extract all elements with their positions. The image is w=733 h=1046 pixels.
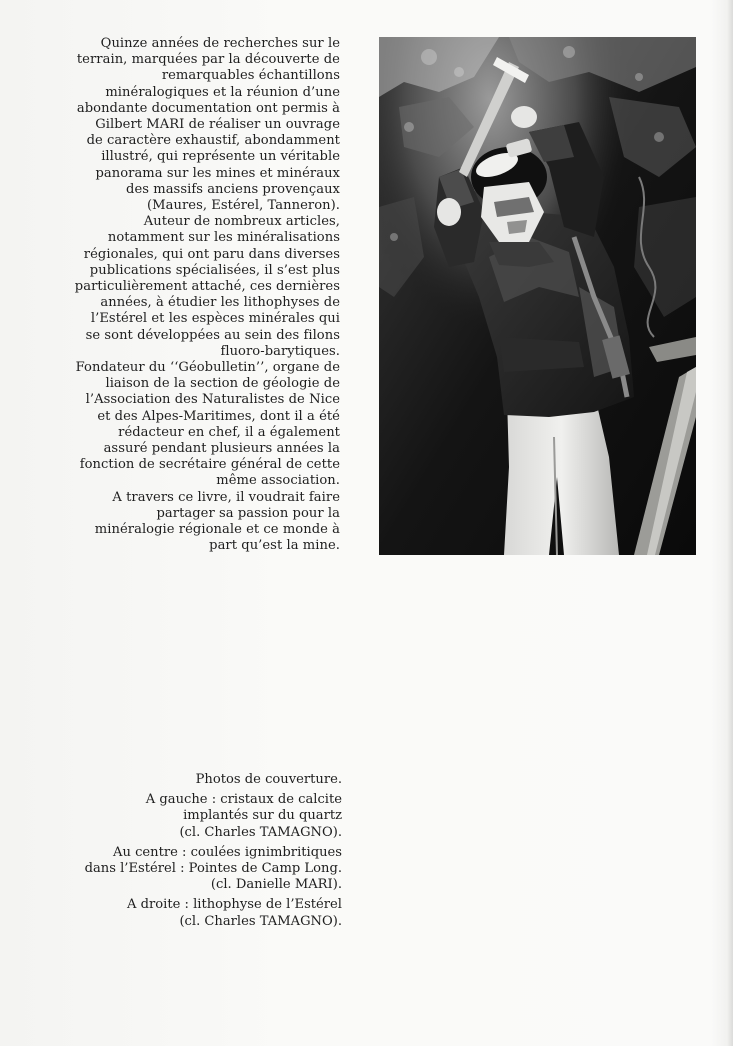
- biography-line: (Maures, Estérel, Tanneron).: [147, 198, 340, 214]
- cover-photo-captions: [12, 772, 342, 934]
- biography-line: minéralogiques et la réunion d’une: [105, 84, 340, 100]
- caption-line: dans l’Estérel : Pointes de Camp Long.: [84, 861, 342, 877]
- caption-line: (cl. Charles TAMAGNO).: [179, 824, 342, 840]
- biography-line: l’Estérel et les espèces minérales qui: [90, 311, 340, 327]
- biography-line: publications spécialisées, il s’est plus: [89, 262, 340, 278]
- biography-line: régionales, qui ont paru dans diverses: [83, 246, 340, 262]
- biography-line: terrain, marquées par la découverte de: [76, 52, 340, 68]
- biography-line: remarquables échantillons: [161, 68, 340, 84]
- biography-line: abondante documentation ont permis à: [76, 100, 340, 116]
- caption-line: A gauche : cristaux de calcite: [145, 792, 342, 808]
- captions-title: Photos de couverture.: [195, 772, 342, 787]
- biography-line: l’Association des Naturalistes de Nice: [85, 392, 340, 408]
- biography-line: fonction de secrétaire général de cette: [79, 457, 340, 473]
- biography-line: des massifs anciens provençaux: [126, 181, 340, 197]
- caption-center: [12, 845, 342, 894]
- biography-line: rédacteur en chef, il a également: [118, 424, 340, 440]
- caption-line: (cl. Charles TAMAGNO).: [179, 913, 342, 929]
- biography-line: particulièrement attaché, ces dernières: [74, 279, 340, 295]
- biography-line: fluoro-barytiques.: [220, 343, 340, 359]
- biography-line: Auteur de nombreux articles,: [143, 214, 340, 230]
- biography-line: se sont développées au sein des filons: [85, 327, 340, 343]
- biography-line: liaison de la section de géologie de: [105, 376, 340, 392]
- biography-line: partager sa passion pour la: [156, 505, 340, 521]
- biography-line: Quinze années de recherches sur le: [100, 36, 340, 51]
- biography-line: assuré pendant plusieurs années la: [103, 441, 340, 457]
- caption-line: A droite : lithophyse de l’Estérel: [127, 897, 342, 913]
- biography-line: part qu’est la mine.: [209, 538, 340, 554]
- author-photo: [379, 37, 696, 555]
- biography-line: Gilbert MARI de réaliser un ouvrage: [95, 117, 340, 133]
- biography-line: A travers ce livre, il voudrait faire: [112, 489, 340, 505]
- caption-right: [12, 897, 342, 929]
- biography-line: et des Alpes-Maritimes, dont il a été: [97, 408, 340, 424]
- caption-line: Au centre : coulées ignimbritiques: [113, 844, 342, 860]
- biography-line: même association.: [216, 473, 340, 489]
- biography-line: années, à étudier les lithophyses de: [100, 295, 340, 311]
- author-biography: [8, 36, 340, 555]
- biography-line: minéralogie régionale et ce monde à: [94, 522, 340, 538]
- caption-left: [12, 792, 342, 841]
- biography-line: de caractère exhaustif, abondamment: [86, 133, 340, 149]
- biography-line: notamment sur les minéralisations: [107, 230, 340, 246]
- biography-line: panorama sur les mines et minéraux: [95, 165, 340, 181]
- biography-line: Fondateur du ‘‘Géobulletin’’, organe de: [75, 360, 340, 376]
- caption-line: (cl. Danielle MARI).: [210, 877, 342, 893]
- caption-line: implantés sur du quartz: [183, 808, 342, 824]
- biography-line: illustré, qui représente un véritable: [101, 149, 340, 165]
- page-edge-shadow: [727, 0, 733, 1046]
